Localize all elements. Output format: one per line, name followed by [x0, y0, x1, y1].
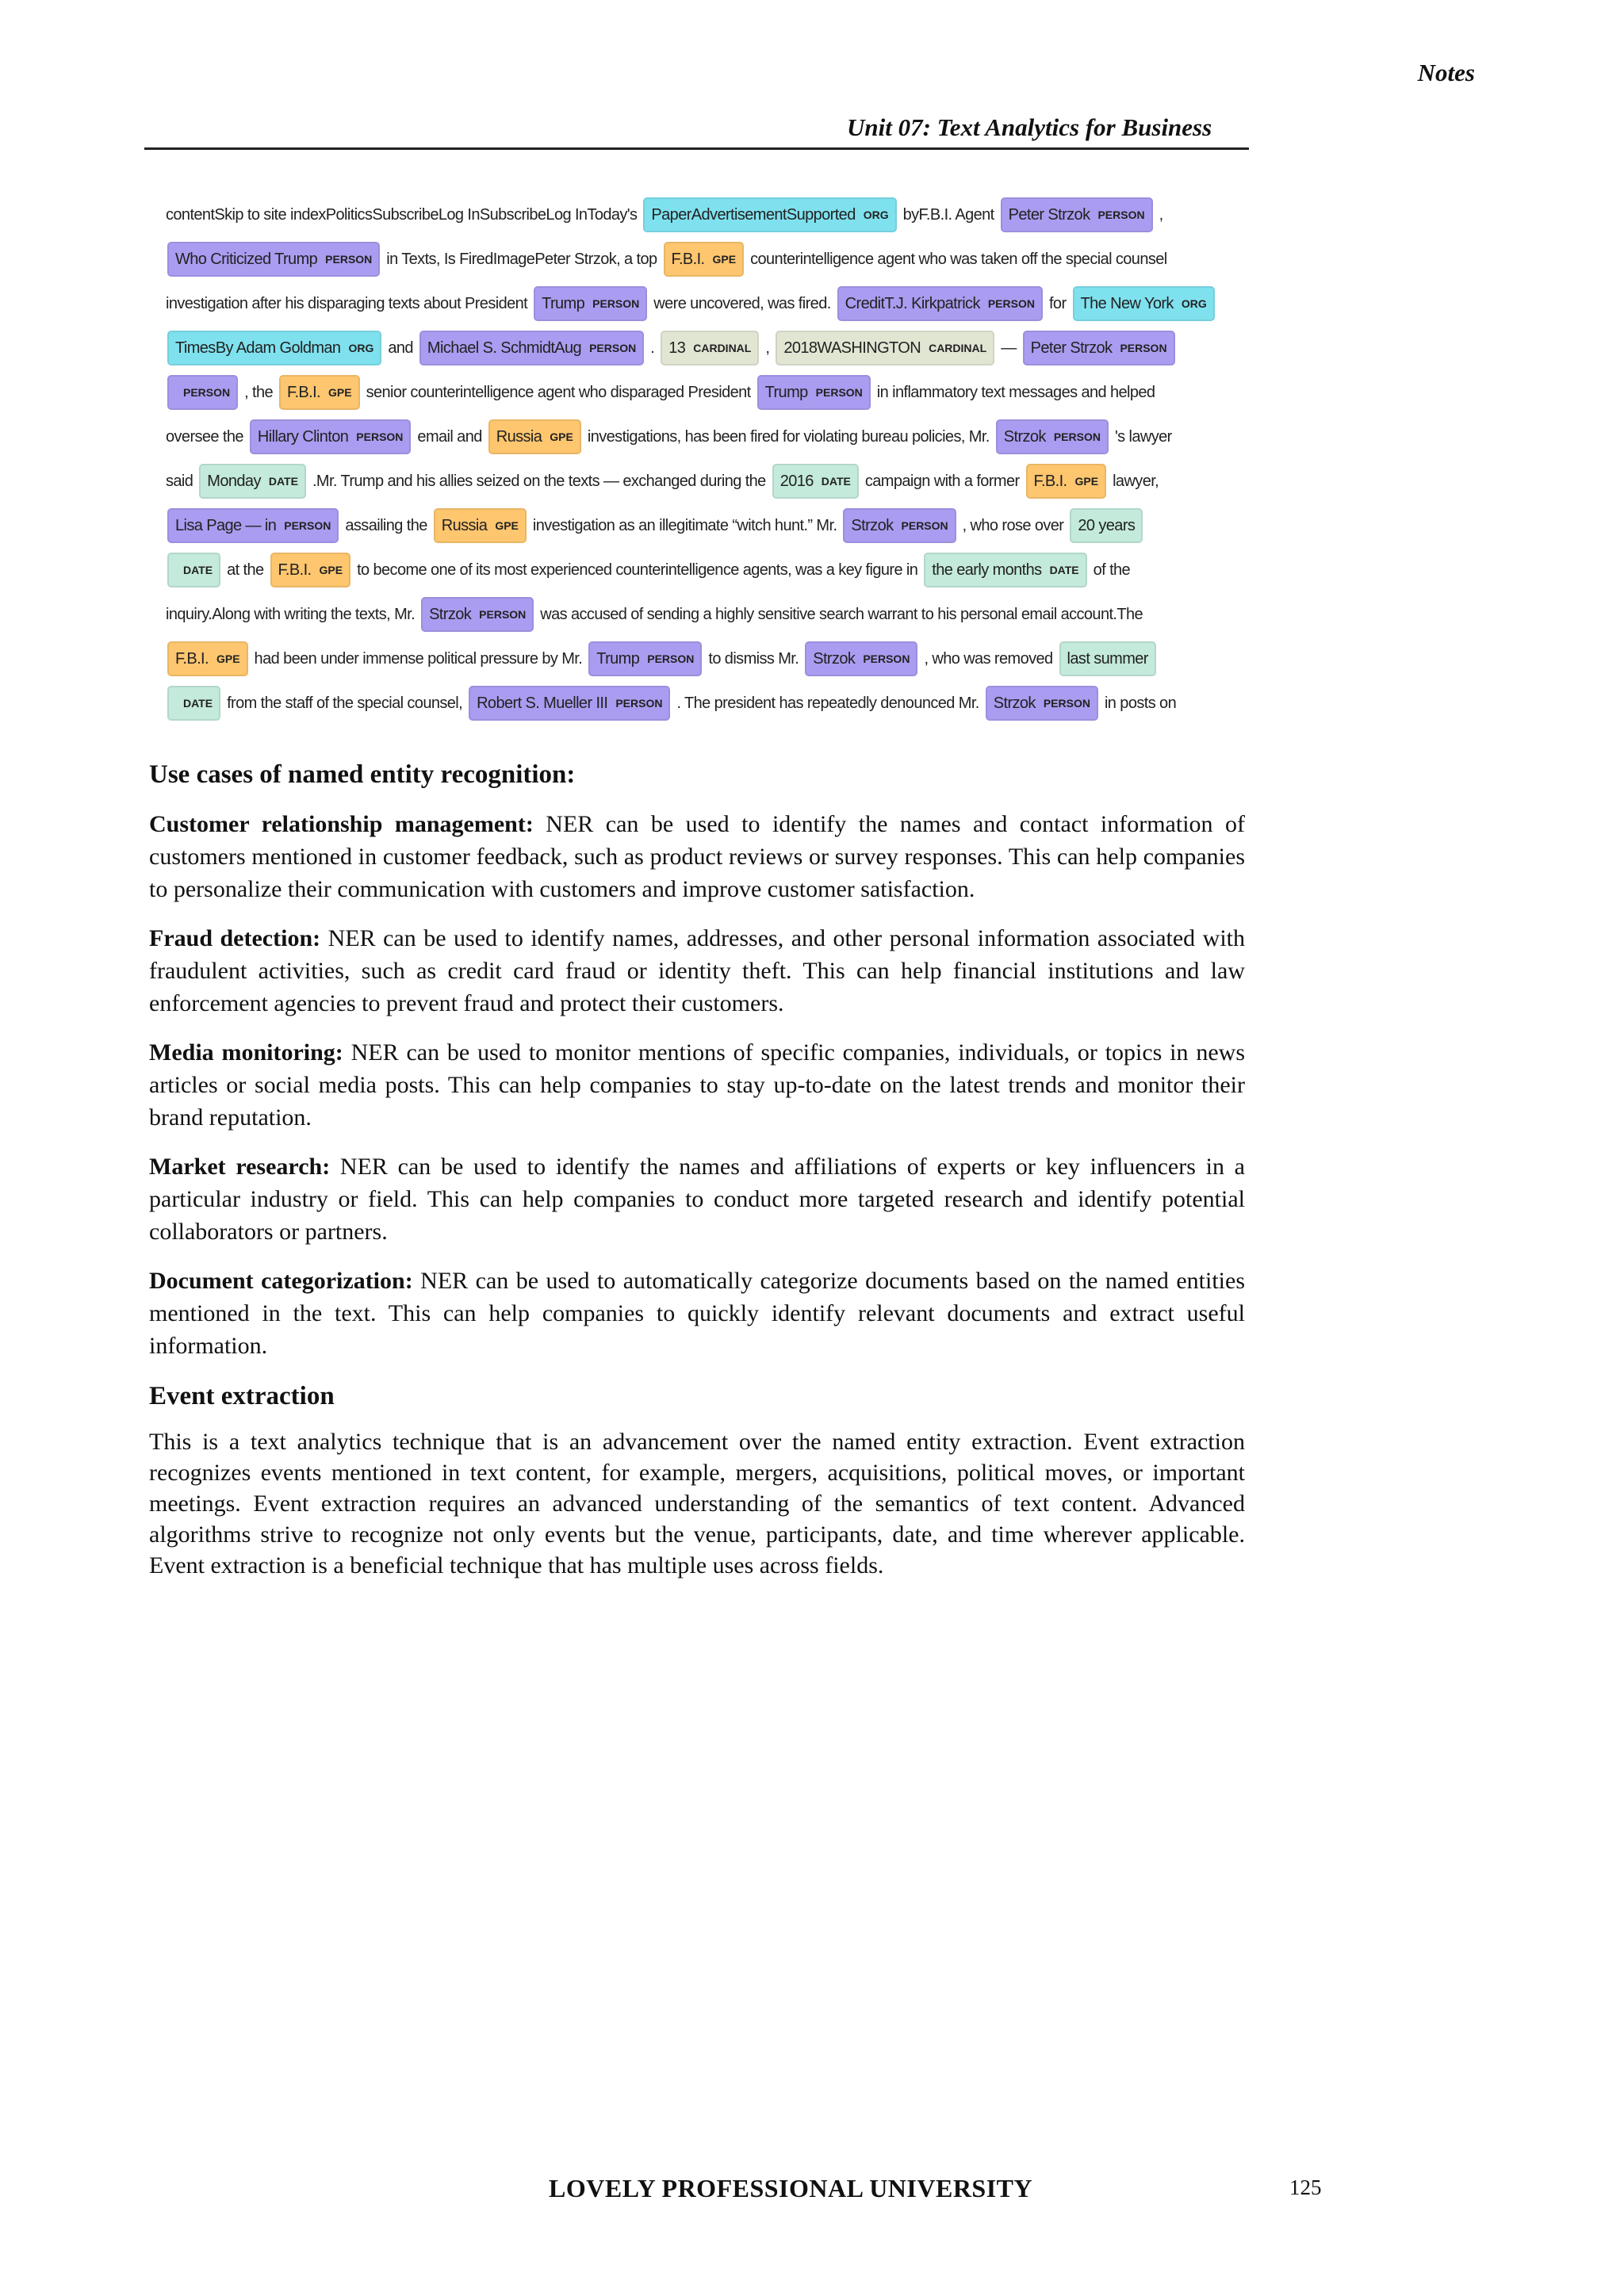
- entity-text: CreditT.J. Kirkpatrick: [845, 294, 980, 312]
- ner-line: [163, 239, 1166, 279]
- paragraph-text: NER can be used to automatically categorize documents based on the named entities mentioned in the text. This can help companies to quickly identify relevant documents and extract useful information.: [149, 1268, 1246, 1359]
- entity-text: Strzok: [429, 605, 472, 623]
- entity-text: Who Criticized Trump: [175, 250, 318, 268]
- ner-text: ,: [765, 339, 770, 357]
- ner-text: campaign with a former: [864, 472, 1020, 490]
- entity-highlight: [924, 553, 1086, 587]
- ner-text: assailing the: [345, 516, 427, 534]
- page-number: 125: [1289, 2175, 1322, 2199]
- paragraph-lead: Market research:: [149, 1154, 331, 1180]
- entity-label: PERSON: [589, 342, 637, 354]
- entity-label: PERSON: [592, 297, 640, 310]
- entity-highlight: [588, 641, 702, 676]
- ner-text: inquiry.Along with writing the texts, Mr.: [166, 605, 416, 623]
- ner-line: [163, 328, 1166, 368]
- ner-text: to dismiss Mr.: [708, 649, 799, 668]
- entity-text: F.B.I.: [175, 649, 209, 668]
- entity-text: Trump: [596, 649, 640, 668]
- entity-highlight: [664, 242, 745, 277]
- entity-text: Michael S. SchmidtAug: [427, 339, 582, 357]
- entity-highlight: [167, 375, 238, 410]
- entity-label: PERSON: [615, 697, 663, 710]
- ner-text: .: [650, 339, 655, 357]
- entity-label: ORG: [863, 209, 889, 221]
- entity-label: PERSON: [987, 297, 1035, 310]
- entity-highlight: [776, 331, 994, 365]
- ner-figure: [163, 195, 1207, 728]
- entity-highlight: [421, 597, 534, 632]
- entity-highlight: [167, 242, 380, 277]
- entity-text: Monday: [207, 472, 261, 490]
- entity-text: Trump: [764, 383, 808, 401]
- entity-text: Strzok: [993, 694, 1036, 712]
- ner-text: investigation as an illegitimate “witch hunt.” Mr.: [532, 516, 837, 534]
- ner-line: [163, 373, 1166, 412]
- entity-label: PERSON: [183, 386, 231, 399]
- entity-highlight: [805, 641, 917, 676]
- ner-text: email and: [417, 427, 482, 446]
- entity-text: Peter Strzok: [1030, 339, 1113, 357]
- entity-label: CARDINAL: [693, 342, 752, 354]
- entity-label: CARDINAL: [929, 342, 987, 354]
- entity-text: Trump: [542, 294, 585, 312]
- entity-text: The New York: [1080, 294, 1174, 312]
- entity-text: Robert S. Mueller III: [477, 694, 608, 712]
- ner-text: senior counterintelligence agent who disparaged President: [366, 383, 751, 401]
- entity-text: F.B.I.: [287, 383, 321, 401]
- entity-highlight: [757, 375, 871, 410]
- entity-label: PERSON: [815, 386, 863, 399]
- ner-text: investigation after his disparaging texts about President: [166, 294, 528, 312]
- paragraph-fraud: [149, 922, 1245, 1020]
- entity-highlight: [167, 553, 220, 587]
- entity-highlight: [837, 286, 1043, 321]
- entity-text: 13: [668, 339, 686, 357]
- ner-line: [163, 639, 1166, 679]
- entity-label: DATE: [268, 475, 298, 488]
- entity-text: Peter Strzok: [1008, 205, 1090, 224]
- entity-label: PERSON: [1053, 430, 1101, 443]
- ner-line: [163, 284, 1207, 323]
- entity-label: PERSON: [863, 652, 910, 665]
- entity-highlight: [270, 553, 351, 587]
- entity-label: GPE: [328, 386, 352, 399]
- ner-text: had been under immense political pressure by Mr.: [254, 649, 583, 668]
- entity-label: PERSON: [479, 608, 527, 621]
- ner-line: [163, 550, 1166, 590]
- entity-highlight: [1001, 197, 1153, 232]
- entity-highlight: [419, 331, 644, 365]
- entity-highlight: [534, 286, 647, 321]
- ner-line: [163, 417, 1172, 457]
- paragraph-crm: [149, 808, 1245, 905]
- entity-text: Strzok: [813, 649, 856, 668]
- paragraph-document: [149, 1265, 1245, 1362]
- ner-text: , who was removed: [924, 649, 1053, 668]
- entity-label: PERSON: [325, 253, 373, 266]
- entity-highlight: [772, 464, 859, 499]
- entity-highlight: [1059, 641, 1156, 676]
- paragraph-text: NER can be used to identify names, addresses, and other personal information associated with fraudulent activities, such as credit card fraud or identity theft. This can help financial institutions and law enforcement agencies to prevent fraud and protect their customers.: [149, 925, 1245, 1016]
- entity-highlight: [469, 686, 670, 721]
- entity-label: PERSON: [1097, 209, 1145, 221]
- paragraph-market: [149, 1150, 1245, 1248]
- entity-text: Russia: [496, 427, 542, 446]
- entity-label: GPE: [495, 519, 519, 532]
- entity-label: PERSON: [1043, 697, 1090, 710]
- entity-label: GPE: [712, 253, 737, 266]
- entity-highlight: [167, 331, 381, 365]
- entity-label: PERSON: [1120, 342, 1167, 354]
- entity-label: DATE: [183, 564, 213, 576]
- paragraph-lead: Customer relationship management:: [149, 811, 534, 837]
- ner-text: 's lawyer: [1114, 427, 1172, 446]
- ner-text: lawyer,: [1113, 472, 1159, 490]
- entity-label: ORG: [348, 342, 374, 354]
- ner-line: [163, 683, 1177, 723]
- entity-text: Strzok: [1003, 427, 1046, 446]
- ner-text: . The president has repeatedly denounced Mr.: [676, 694, 979, 712]
- ner-line: [163, 461, 1166, 501]
- ner-text: counterintelligence agent who was taken off the special counsel: [750, 250, 1167, 268]
- paragraph-lead: Media monitoring:: [149, 1039, 343, 1066]
- ner-text: ,: [1159, 205, 1163, 224]
- ner-text: byF.B.I. Agent: [902, 205, 994, 224]
- ner-text: —: [1001, 339, 1017, 357]
- ner-text: said: [166, 472, 193, 490]
- ner-text: in inflammatory text messages and helped: [876, 383, 1155, 401]
- entity-text: F.B.I.: [1033, 472, 1067, 490]
- ner-text: was accused of sending a highly sensitive search warrant to his personal email account.The: [540, 605, 1143, 623]
- ner-text: , who rose over: [962, 516, 1064, 534]
- entity-highlight: [661, 331, 759, 365]
- entity-text: Strzok: [851, 516, 894, 534]
- entity-label: DATE: [821, 475, 851, 488]
- ner-text: in Texts, Is FiredImagePeter Strzok, a top: [386, 250, 657, 268]
- ner-line: [163, 506, 1166, 545]
- entity-text: last summer: [1067, 649, 1148, 668]
- entity-highlight: [1023, 331, 1175, 365]
- entity-label: GPE: [550, 430, 573, 443]
- entity-text: the early months: [932, 561, 1042, 579]
- paragraph-text: NER can be used to identify the names and contact information of customers mentioned in customer feedback, such as product reviews or survey responses. This can help companies to personalize their communication with customers and improve customer satisfaction.: [149, 811, 1245, 902]
- entity-label: PERSON: [901, 519, 948, 532]
- entity-label: ORG: [1181, 297, 1207, 310]
- ner-line: [163, 195, 1166, 235]
- ner-text: for: [1048, 294, 1067, 312]
- entity-label: DATE: [183, 697, 213, 710]
- entity-highlight: [843, 508, 956, 543]
- paragraph-text: NER can be used to monitor mentions of specific companies, individuals, or topics in news articles or social media posts. This can help companies to stay up-to-date on the latest trends and monitor their brand reputation.: [149, 1039, 1245, 1131]
- entity-text: F.B.I.: [278, 561, 312, 579]
- entity-text: Lisa Page — in: [175, 516, 277, 534]
- ner-line: [163, 595, 1166, 634]
- notes-label: Notes: [1417, 59, 1475, 86]
- ner-text: .Mr. Trump and his allies seized on the texts — exchanged during the: [312, 472, 766, 490]
- entity-text: 2016: [779, 472, 814, 490]
- entity-text: Russia: [441, 516, 488, 534]
- entity-highlight: [1026, 464, 1107, 499]
- ner-text: in posts on: [1104, 694, 1177, 712]
- entity-text: PaperAdvertisementSupported: [651, 205, 856, 224]
- entity-highlight: [996, 419, 1109, 454]
- page-content: [149, 757, 1245, 1598]
- entity-highlight: [250, 419, 412, 454]
- ner-text: were uncovered, was fired.: [653, 294, 831, 312]
- entity-text: TimesBy Adam Goldman: [175, 339, 341, 357]
- paragraph-lead: Fraud detection:: [149, 925, 321, 951]
- section-heading-use-cases: Use cases of named entity recognition:: [149, 760, 576, 789]
- entity-highlight: [434, 508, 527, 543]
- entity-label: DATE: [1049, 564, 1079, 576]
- entity-highlight: [199, 464, 306, 499]
- entity-highlight: [167, 686, 220, 721]
- entity-label: GPE: [216, 652, 240, 665]
- entity-highlight: [1070, 508, 1143, 543]
- ner-text: contentSkip to site indexPoliticsSubscribeLog InSubscribeLog InToday's: [166, 205, 638, 224]
- entity-text: 20 years: [1078, 516, 1136, 534]
- ner-text: of the: [1093, 561, 1131, 579]
- ner-text: investigations, has been fired for violating bureau policies, Mr.: [587, 427, 990, 446]
- paragraph-lead: Document categorization:: [149, 1268, 413, 1294]
- entity-label: PERSON: [284, 519, 331, 532]
- section-heading-event: Event extraction: [149, 1382, 335, 1410]
- entity-text: Hillary Clinton: [257, 427, 349, 446]
- entity-highlight: [488, 419, 581, 454]
- entity-highlight: [167, 508, 339, 543]
- paragraph-event: This is a text analytics technique that is an advancement over the named entity extraction. Event extraction recognizes events mentioned in text content, for example, mergers, acquisitions, political moves, or important meetings. Event extraction requires an advanced understanding of the semantics of text content. Advanced algorithms strive to recognize not only events but the venue, participants, date, and time wherever applicable. Event extraction is a beneficial technique that has multiple uses across fields.: [149, 1429, 1245, 1578]
- entity-label: PERSON: [647, 652, 695, 665]
- ner-text: and: [388, 339, 413, 357]
- entity-text: F.B.I.: [671, 250, 705, 268]
- entity-highlight: [643, 197, 896, 232]
- ner-text: at the: [227, 561, 264, 579]
- unit-title: Unit 07: Text Analytics for Business: [847, 113, 1212, 141]
- header-rule: [144, 147, 1249, 150]
- ner-text: to become one of its most experienced counterintelligence agents, was a key figure in: [357, 561, 918, 579]
- ner-text: from the staff of the special counsel,: [227, 694, 463, 712]
- paragraph-text: NER can be used to identify the names and affiliations of experts or key influencers in a particular industry or field. This can help companies to conduct more targeted research and identify potential collaborators or partners.: [149, 1154, 1245, 1245]
- entity-highlight: [986, 686, 1098, 721]
- paragraph-media: [149, 1036, 1245, 1134]
- entity-label: GPE: [1074, 475, 1099, 488]
- entity-label: GPE: [319, 564, 343, 576]
- entity-highlight: [1073, 286, 1215, 321]
- entity-highlight: [167, 641, 248, 676]
- entity-highlight: [279, 375, 360, 410]
- ner-text: oversee the: [166, 427, 243, 446]
- entity-label: PERSON: [356, 430, 404, 443]
- ner-text: , the: [244, 383, 274, 401]
- footer-university: LOVELY PROFESSIONAL UNIVERSITY: [549, 2174, 1033, 2202]
- entity-text: 2018WASHINGTON: [783, 339, 921, 357]
